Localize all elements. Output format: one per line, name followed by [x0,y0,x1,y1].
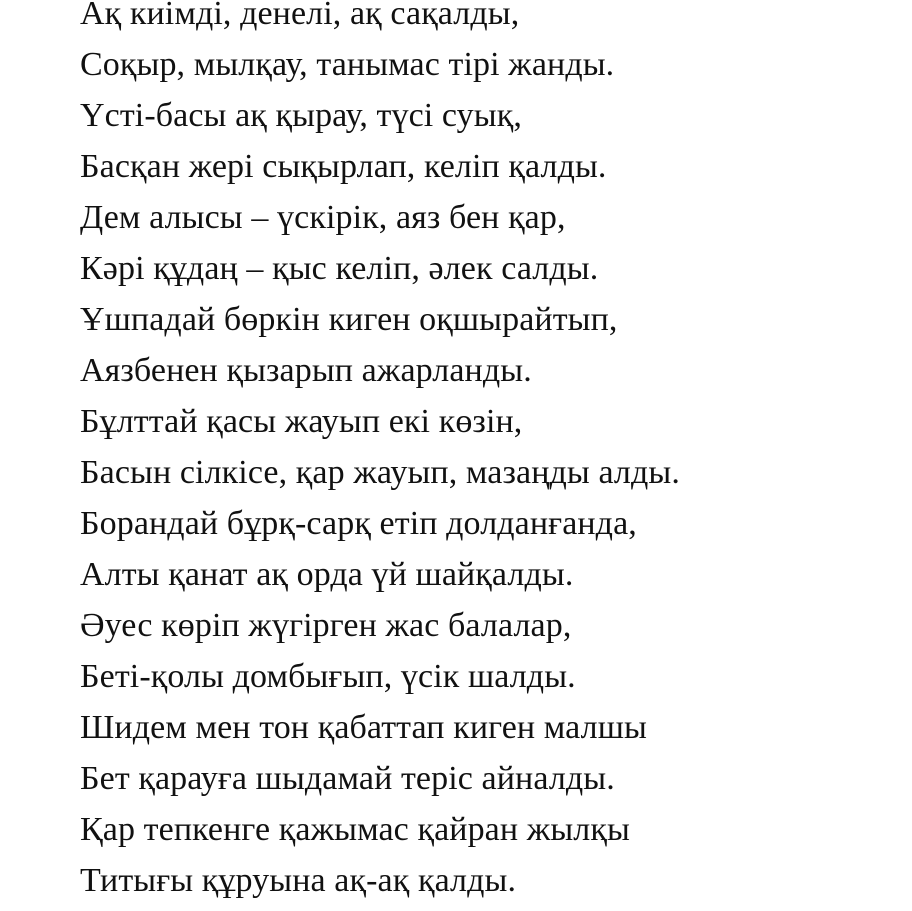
poem-line: Басқан жері сықырлап, келіп қалды. [80,148,607,185]
poem-line: Кәрі құдаң – қыс келіп, әлек салды. [80,250,599,287]
poem-text [80,0,680,906]
poem-line: Ақ киімді, денелі, ақ сақалды, [80,0,520,32]
poem-line: Аязбенен қызарып ажарланды. [80,352,532,389]
poem-line: Соқыр, мылқау, танымас тірі жанды. [80,46,615,83]
poem-line: Бұлттай қасы жауып екі көзін, [80,403,523,440]
poem-line: Шидем мен тон қабаттап киген малшы [80,709,647,746]
poem-line: Беті-қолы домбығып, үсік шалды. [80,658,576,695]
poem-line: Қар тепкенге қажымас қайран жылқы [80,811,630,848]
poem-line: Борандай бұрқ-сарқ етіп долданғанда, [80,505,637,542]
poem-line: Алты қанат ақ орда үй шайқалды. [80,556,574,593]
poem-line: Басын сілкісе, қар жауып, мазаңды алды. [80,454,680,491]
poem-line: Үсті-басы ақ қырау, түсі суық, [80,97,522,134]
poem-line: Бет қарауға шыдамай теріс айналды. [80,760,615,797]
poem-line: Ұшпадай бөркін киген оқшырайтып, [80,301,618,338]
poem-line: Дем алысы – үскірік, аяз бен қар, [80,199,566,236]
poem-line: Әуес көріп жүгірген жас балалар, [80,607,572,644]
poem-line: Титығы құруына ақ-ақ қалды. [80,862,517,899]
